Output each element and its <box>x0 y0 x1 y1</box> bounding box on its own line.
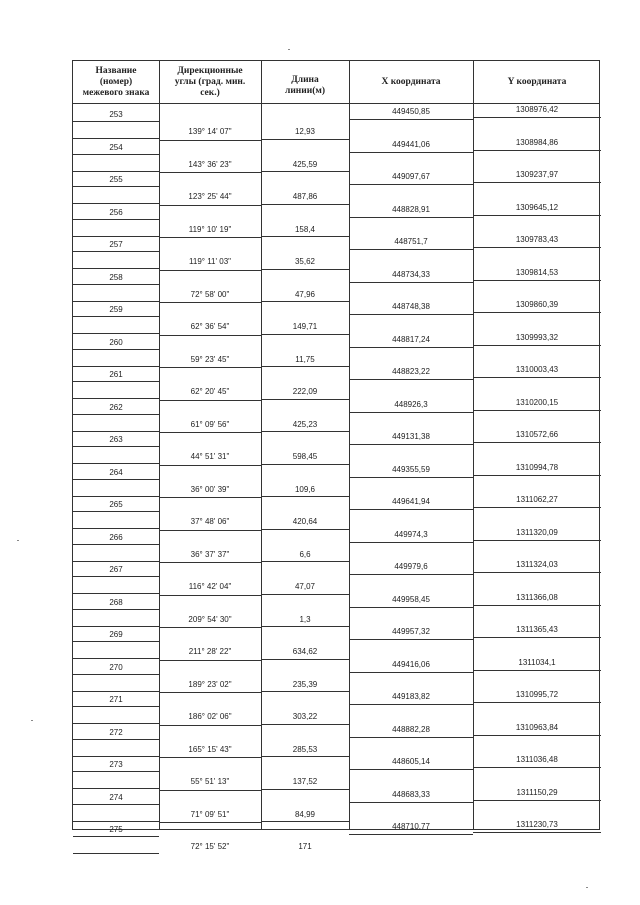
point-name-cell: 259 <box>109 305 123 314</box>
row-divider <box>159 660 261 661</box>
row-divider <box>261 399 349 400</box>
direction-angle-cell: 36° 37' 37" <box>190 549 230 559</box>
row-divider <box>159 140 261 141</box>
row-divider <box>73 366 159 367</box>
line-length-cell: 420,64 <box>292 517 318 526</box>
row-divider <box>349 152 473 153</box>
line-length-cell: 149,71 <box>292 322 318 331</box>
row-divider <box>261 334 349 335</box>
row-divider <box>349 282 473 283</box>
x-coordinate-cell: 449416,06 <box>392 659 430 669</box>
row-divider <box>349 184 473 185</box>
row-divider <box>349 737 473 738</box>
point-name-cell: 269 <box>109 630 123 639</box>
row-divider <box>473 442 601 443</box>
point-name-cell: 255 <box>109 175 123 184</box>
point-name-cell: 266 <box>109 532 123 542</box>
y-coordinate-cell: 1310995,72 <box>515 690 559 699</box>
y-coordinate-cell: 1309814,53 <box>515 267 559 277</box>
point-name-cell: 274 <box>109 792 123 802</box>
line-length-cell: 425,59 <box>292 159 318 169</box>
row-divider <box>159 465 261 466</box>
row-divider <box>73 203 159 204</box>
row-divider <box>73 219 159 220</box>
line-length-cell: 47,07 <box>294 582 316 591</box>
point-name-cell: 260 <box>109 337 123 347</box>
row-divider <box>73 251 159 252</box>
row-divider <box>73 268 159 269</box>
row-divider <box>349 379 473 380</box>
y-coordinate-cell: 1309783,43 <box>515 235 559 244</box>
x-coordinate-cell: 448817,24 <box>392 334 430 344</box>
row-divider <box>73 528 159 529</box>
row-divider <box>73 674 159 675</box>
row-divider <box>473 605 601 606</box>
row-divider <box>349 217 473 218</box>
direction-angle-cell: 61° 09' 56" <box>190 419 230 429</box>
row-divider <box>73 381 159 382</box>
row-divider <box>159 692 261 693</box>
row-divider <box>73 853 159 854</box>
direction-angle-cell: 123° 25' 44" <box>188 192 232 201</box>
direction-angle-cell: 72° 15' 52" <box>190 842 230 851</box>
line-length-cell: 158,4 <box>294 224 316 234</box>
row-divider <box>349 347 473 348</box>
row-divider <box>73 284 159 285</box>
direction-angle-cell: 36° 00' 39" <box>190 484 230 494</box>
row-divider <box>473 312 601 313</box>
line-length-cell: 425,23 <box>292 419 318 429</box>
point-name-cell: 253 <box>109 110 123 119</box>
direction-angle-cell: 143° 36' 23" <box>188 159 232 169</box>
row-divider <box>261 529 349 530</box>
x-coordinate-cell: 448751,7 <box>394 237 428 246</box>
x-coordinate-cell: 449355,59 <box>392 464 430 474</box>
scan-speck <box>17 540 19 541</box>
row-divider <box>159 432 261 433</box>
row-divider <box>349 444 473 445</box>
direction-angle-cell: 72° 58' 00" <box>190 289 230 299</box>
x-coordinate-cell: 448828,91 <box>392 204 430 214</box>
row-divider <box>159 530 261 531</box>
header-length: Длина линии(м) <box>284 75 326 96</box>
row-divider <box>473 247 601 248</box>
row-divider <box>73 836 159 837</box>
header-x: X координата <box>381 76 441 87</box>
line-length-cell: 35,62 <box>294 257 316 266</box>
row-divider <box>349 509 473 510</box>
row-divider <box>349 704 473 705</box>
row-divider <box>159 627 261 628</box>
x-coordinate-cell: 449974,3 <box>394 529 428 539</box>
row-divider <box>349 574 473 575</box>
y-coordinate-cell: 1311034,1 <box>518 657 556 667</box>
row-divider <box>261 789 349 790</box>
y-coordinate-cell: 1311324,03 <box>516 560 558 569</box>
header-angles: Дирекционные углы (град. мин. сек.) <box>174 65 246 98</box>
line-length-cell: 285,53 <box>292 744 318 754</box>
row-divider <box>349 412 473 413</box>
row-divider <box>159 595 261 596</box>
row-divider <box>261 561 349 562</box>
direction-angle-cell: 119° 11' 03" <box>189 257 231 266</box>
row-divider <box>349 607 473 608</box>
row-divider <box>73 593 159 594</box>
row-divider <box>473 215 601 216</box>
row-divider <box>73 576 159 577</box>
point-name-cell: 256 <box>109 207 123 217</box>
row-divider <box>261 691 349 692</box>
row-divider <box>73 349 159 350</box>
point-name-cell: 263 <box>109 435 123 444</box>
row-divider <box>159 367 261 368</box>
row-divider <box>159 725 261 726</box>
point-name-cell: 264 <box>109 467 123 477</box>
row-divider <box>73 544 159 545</box>
row-divider <box>349 249 473 250</box>
direction-angle-cell: 189° 23' 02" <box>188 679 232 689</box>
point-name-cell: 275 <box>109 825 123 834</box>
row-divider <box>349 802 473 803</box>
y-coordinate-cell: 1308984,86 <box>515 137 559 147</box>
row-divider <box>473 507 601 508</box>
row-divider <box>261 236 349 237</box>
direction-angle-cell: 116° 42' 04" <box>188 582 232 591</box>
row-divider <box>159 302 261 303</box>
direction-angle-cell: 186° 02' 06" <box>188 712 232 721</box>
x-coordinate-cell: 449979,6 <box>394 562 428 571</box>
row-divider <box>73 496 159 497</box>
row-divider <box>473 182 601 183</box>
row-divider <box>73 511 159 512</box>
row-divider <box>473 670 601 671</box>
row-divider <box>473 117 601 118</box>
row-divider <box>473 767 601 768</box>
line-length-cell: 171 <box>298 842 312 851</box>
row-divider <box>159 335 261 336</box>
row-divider <box>349 639 473 640</box>
line-length-cell: 137,52 <box>292 777 318 786</box>
x-coordinate-cell: 449957,32 <box>392 627 430 636</box>
row-divider <box>73 561 159 562</box>
row-divider <box>261 756 349 757</box>
scan-speck <box>586 887 588 888</box>
y-coordinate-cell: 1311150,29 <box>516 787 558 797</box>
direction-angle-cell: 71° 09' 51" <box>190 809 230 819</box>
point-name-cell: 261 <box>109 370 123 379</box>
row-divider <box>473 410 601 411</box>
row-divider <box>473 735 601 736</box>
x-coordinate-cell: 449131,38 <box>392 432 430 441</box>
row-divider <box>261 431 349 432</box>
x-coordinate-cell: 449958,45 <box>392 594 430 604</box>
row-divider <box>261 301 349 302</box>
row-divider <box>73 431 159 432</box>
row-divider <box>473 377 601 378</box>
y-coordinate-cell: 1309645,12 <box>515 202 559 212</box>
row-divider <box>473 572 601 573</box>
line-length-cell: 303,22 <box>292 712 318 721</box>
row-divider <box>159 205 261 206</box>
x-coordinate-cell: 448710,77 <box>392 822 430 831</box>
row-divider <box>73 756 159 757</box>
row-divider <box>261 139 349 140</box>
row-divider <box>261 659 349 660</box>
row-divider <box>261 496 349 497</box>
row-divider <box>73 171 159 172</box>
y-coordinate-cell: 1311365,43 <box>516 625 558 634</box>
y-coordinate-cell: 1308976,42 <box>515 105 559 114</box>
row-divider <box>73 138 159 139</box>
x-coordinate-cell: 448683,33 <box>392 789 430 799</box>
row-divider <box>349 542 473 543</box>
direction-angle-cell: 211° 28' 22" <box>188 647 232 656</box>
row-divider <box>159 400 261 401</box>
y-coordinate-cell: 1310572,66 <box>515 430 559 439</box>
point-name-cell: 258 <box>109 272 123 282</box>
y-coordinate-cell: 1309237,97 <box>515 170 559 179</box>
row-divider <box>261 464 349 465</box>
row-divider <box>261 269 349 270</box>
line-length-cell: 47,96 <box>294 289 316 299</box>
line-length-cell: 109,6 <box>294 484 316 494</box>
line-length-cell: 222,09 <box>292 387 318 396</box>
row-divider <box>349 119 473 120</box>
row-divider <box>159 497 261 498</box>
row-divider <box>73 691 159 692</box>
row-divider <box>73 739 159 740</box>
point-name-cell: 254 <box>109 142 123 152</box>
row-divider <box>73 398 159 399</box>
direction-angle-cell: 44° 51' 31" <box>190 452 230 461</box>
row-divider <box>159 270 261 271</box>
direction-angle-cell: 62° 36' 54" <box>190 322 230 331</box>
row-divider <box>473 345 601 346</box>
direction-angle-cell: 59° 23' 45" <box>190 354 230 364</box>
line-length-cell: 84,99 <box>294 809 316 819</box>
coordinates-table <box>72 60 600 851</box>
row-divider <box>73 804 159 805</box>
y-coordinate-cell: 1310200,15 <box>515 397 559 407</box>
x-coordinate-cell: 448882,28 <box>392 724 430 734</box>
line-length-cell: 6,6 <box>299 549 311 559</box>
row-divider <box>73 316 159 317</box>
row-divider <box>73 626 159 627</box>
line-length-cell: 1,3 <box>299 614 311 624</box>
row-divider <box>73 723 159 724</box>
point-name-cell: 262 <box>109 402 123 412</box>
y-coordinate-cell: 1311320,09 <box>516 527 558 537</box>
row-divider <box>349 672 473 673</box>
row-divider <box>473 800 601 801</box>
row-divider <box>73 706 159 707</box>
y-coordinate-cell: 1310963,84 <box>515 722 559 732</box>
point-name-cell: 268 <box>109 597 123 607</box>
point-name-cell: 270 <box>109 662 123 672</box>
direction-angle-cell: 55° 51' 13" <box>190 777 230 786</box>
row-divider <box>73 186 159 187</box>
row-divider <box>473 280 601 281</box>
row-divider <box>159 237 261 238</box>
point-name-cell: 273 <box>109 760 123 769</box>
row-divider <box>73 641 159 642</box>
row-divider <box>73 609 159 610</box>
row-divider <box>261 204 349 205</box>
row-divider <box>73 154 159 155</box>
x-coordinate-cell: 448734,33 <box>392 269 430 279</box>
row-divider <box>73 463 159 464</box>
row-divider <box>261 724 349 725</box>
row-divider <box>261 821 349 822</box>
line-length-cell: 634,62 <box>292 647 318 656</box>
y-coordinate-cell: 1311062,27 <box>516 495 558 504</box>
row-divider <box>473 832 601 833</box>
header-y: Y координата <box>507 76 567 87</box>
row-divider <box>73 414 159 415</box>
y-coordinate-cell: 1309860,39 <box>515 300 559 309</box>
row-divider <box>73 446 159 447</box>
row-divider <box>349 477 473 478</box>
row-divider <box>261 171 349 172</box>
direction-angle-cell: 209° 54' 30" <box>188 614 232 624</box>
row-divider <box>261 626 349 627</box>
direction-angle-cell: 37° 48' 06" <box>190 517 230 526</box>
x-coordinate-cell: 449641,94 <box>392 497 430 506</box>
direction-angle-cell: 139° 14' 07" <box>188 127 232 136</box>
line-length-cell: 487,86 <box>292 192 318 201</box>
point-name-cell: 272 <box>109 727 123 737</box>
row-divider <box>473 150 601 151</box>
line-length-cell: 235,39 <box>292 679 318 689</box>
row-divider <box>159 822 261 823</box>
x-coordinate-cell: 449097,67 <box>392 172 430 181</box>
row-divider <box>159 790 261 791</box>
x-coordinate-cell: 448926,3 <box>394 399 428 409</box>
line-length-cell: 11,75 <box>295 354 315 364</box>
row-divider <box>473 475 601 476</box>
direction-angle-cell: 119° 10' 19" <box>188 224 232 234</box>
direction-angle-cell: 62° 20' 45" <box>190 387 230 396</box>
row-divider <box>159 757 261 758</box>
direction-angle-cell: 165° 15' 43" <box>188 744 232 754</box>
row-divider <box>473 702 601 703</box>
y-coordinate-cell: 1311230,73 <box>516 820 558 829</box>
x-coordinate-cell: 449450,85 <box>392 107 430 116</box>
point-name-cell: 265 <box>109 500 123 509</box>
line-length-cell: 12,93 <box>294 127 316 136</box>
y-coordinate-cell: 1311036,48 <box>516 755 558 764</box>
row-divider <box>73 788 159 789</box>
line-length-cell: 598,45 <box>292 452 318 461</box>
scan-speck <box>288 49 290 50</box>
x-coordinate-cell: 449441,06 <box>392 139 430 149</box>
y-coordinate-cell: 1310994,78 <box>515 462 559 472</box>
row-divider <box>73 821 159 822</box>
row-divider <box>159 562 261 563</box>
row-divider <box>473 637 601 638</box>
y-coordinate-cell: 1309993,32 <box>515 332 559 342</box>
row-divider <box>473 540 601 541</box>
scan-speck <box>31 720 33 721</box>
x-coordinate-cell: 448748,38 <box>392 302 430 311</box>
x-coordinate-cell: 449183,82 <box>392 692 430 701</box>
row-divider <box>73 333 159 334</box>
row-divider <box>261 594 349 595</box>
row-divider <box>73 121 159 122</box>
x-coordinate-cell: 448605,14 <box>392 757 430 766</box>
row-divider <box>159 172 261 173</box>
row-divider <box>73 771 159 772</box>
point-name-cell: 267 <box>109 565 123 574</box>
row-divider <box>73 658 159 659</box>
point-name-cell: 257 <box>109 240 123 249</box>
x-coordinate-cell: 448823,22 <box>392 367 430 376</box>
row-divider <box>73 301 159 302</box>
row-divider <box>349 314 473 315</box>
row-divider <box>73 236 159 237</box>
y-coordinate-cell: 1311366,08 <box>516 592 558 602</box>
y-coordinate-cell: 1310003,43 <box>515 365 559 374</box>
row-divider <box>349 834 473 835</box>
row-divider <box>73 479 159 480</box>
row-divider <box>261 366 349 367</box>
header-name: Название (номер) межевого знака <box>82 65 150 98</box>
point-name-cell: 271 <box>109 695 123 704</box>
row-divider <box>349 769 473 770</box>
